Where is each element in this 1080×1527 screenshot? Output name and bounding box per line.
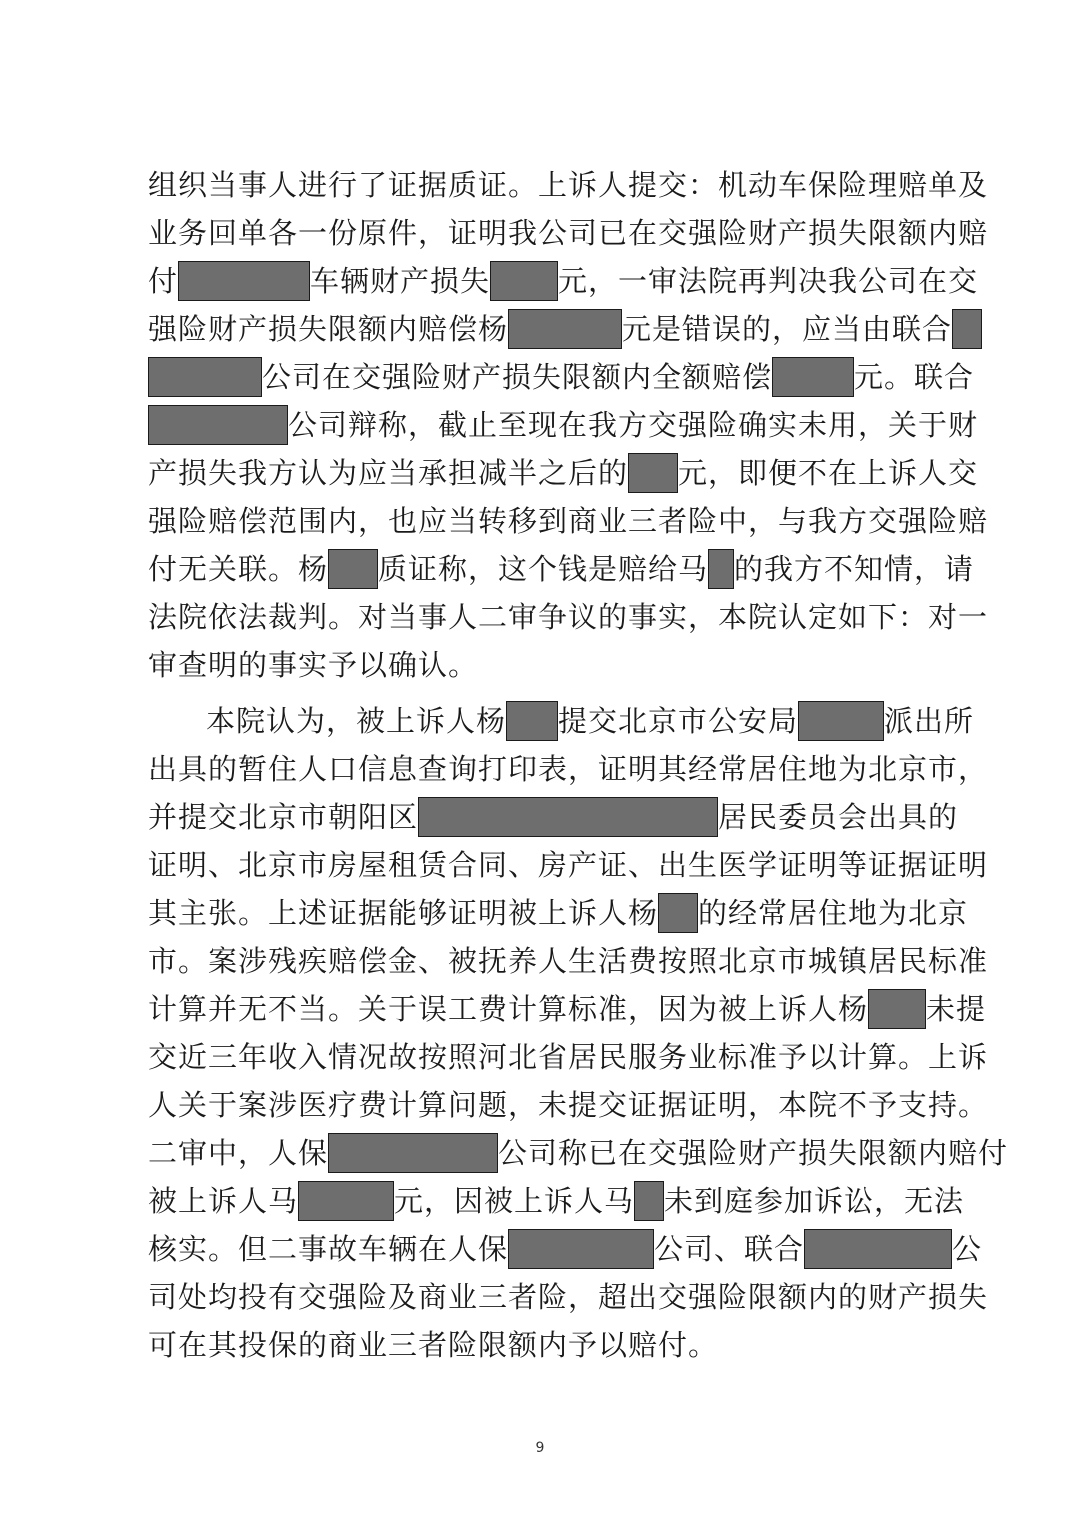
redaction-box [868, 989, 926, 1029]
page-number: 9 [535, 1440, 545, 1456]
text-line: 审查明的事实予以确认。 [148, 648, 479, 682]
redaction-box [634, 1181, 664, 1221]
redaction-box [148, 357, 262, 397]
text-line: 证明、北京市房屋租赁合同、房产证、出生医学证明等证据证明 [148, 848, 989, 882]
text-line: 公司辩称，截止至现在我方交强险确实未用，关于财 [148, 401, 950, 449]
text-line: 二审中，人保 公司称已在交强险财产损失限额内赔付 [148, 1129, 950, 1177]
redaction-box [508, 1229, 654, 1269]
text-line: 核实。但二事故车辆在人保 公司、联合 公 [148, 1225, 950, 1273]
redaction-box [490, 261, 558, 301]
text-line: 强险赔偿范围内，也应当转移到商业三者险中，与我方交强险赔 [148, 504, 989, 538]
redaction-box [328, 1133, 498, 1173]
text-line: 付 车辆财产损失 元，一审法院再判决我公司在交 [148, 257, 950, 305]
text-line: 付无关联。杨 质证称，这个钱是赔给马 的我方不知情，请 [148, 545, 950, 593]
paragraph-start-line: 本院认为，被上诉人杨 提交北京市公安局 派出所 [148, 697, 950, 745]
redaction-box [148, 405, 288, 445]
text-line: 计算并无不当。关于误工费计算标准，因为被上诉人杨 未提 [148, 985, 950, 1033]
redaction-box [628, 453, 678, 493]
redaction-box [658, 893, 698, 933]
redaction-box [508, 309, 622, 349]
redaction-box [298, 1181, 394, 1221]
text-line: 业务回单各一份原件，证明我公司已在交强险财产损失限额内赔 [148, 216, 989, 250]
text-line: 产损失我方认为应当承担减半之后的 元，即便不在上诉人交 [148, 449, 950, 497]
text-line: 司处均投有交强险及商业三者险，超出交强险限额内的财产损失 [148, 1280, 989, 1314]
text-line: 公司在交强险财产损失限额内全额赔偿 元。联合 [148, 353, 950, 401]
text-line: 交近三年收入情况故按照河北省居民服务业标准予以计算。上诉 [148, 1040, 989, 1074]
text-line: 被上诉人马 元，因被上诉人马 未到庭参加诉讼，无法 [148, 1177, 950, 1225]
redaction-box [506, 701, 558, 741]
text-line: 法院依法裁判。对当事人二审争议的事实，本院认定如下：对一 [148, 600, 989, 634]
redaction-box [798, 701, 884, 741]
redaction-box [418, 797, 718, 837]
redaction-box [328, 549, 378, 589]
redaction-box [708, 549, 734, 589]
text-line: 强险财产损失限额内赔偿杨 元是错误的，应当由联合 [148, 305, 950, 353]
text-line: 组织当事人进行了证据质证。上诉人提交：机动车保险理赔单及 [148, 168, 989, 202]
text-line: 可在其投保的商业三者险限额内予以赔付。 [148, 1328, 719, 1362]
redaction-box [804, 1229, 952, 1269]
redaction-box [178, 261, 310, 301]
text-line: 出具的暂住人口信息查询打印表，证明其经常居住地为北京市， [148, 752, 989, 786]
redaction-box [772, 357, 854, 397]
text-line: 市。案涉残疾赔偿金、被抚养人生活费按照北京市城镇居民标准 [148, 944, 989, 978]
text-line: 人关于案涉医疗费计算问题，未提交证据证明，本院不予支持。 [148, 1088, 989, 1122]
text-line: 并提交北京市朝阳区 居民委员会出具的 [148, 793, 950, 841]
redaction-box [952, 309, 982, 349]
text-line: 其主张。上述证据能够证明被上诉人杨 的经常居住地为北京 [148, 889, 950, 937]
